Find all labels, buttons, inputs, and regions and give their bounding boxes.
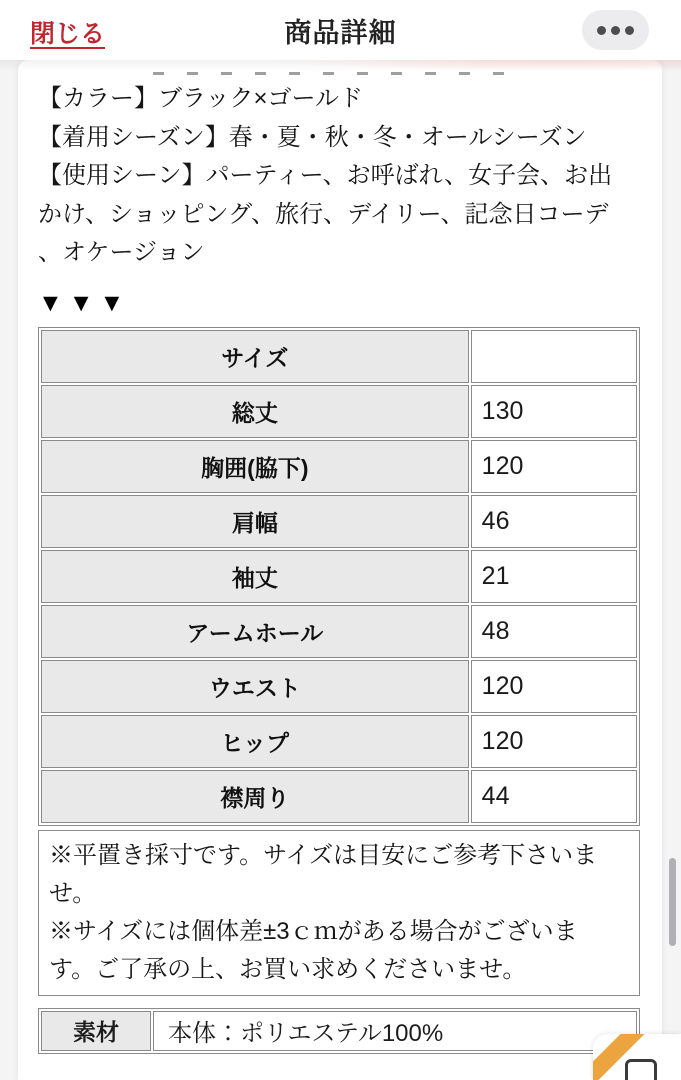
size-row-label: 襟周り	[41, 770, 469, 823]
table-row	[41, 1011, 637, 1051]
size-row-label: アームホール	[41, 605, 469, 658]
size-row-value: 21	[471, 550, 637, 603]
product-description	[38, 80, 640, 273]
table-row	[41, 605, 637, 658]
clipped-text-fragments	[153, 72, 523, 77]
size-row-label: 袖丈	[41, 550, 469, 603]
rounded-square-icon	[625, 1059, 657, 1080]
note-line: す。ご了承の上、お買い求めくださいませ。	[49, 955, 527, 983]
table-row	[41, 495, 637, 548]
description-line: かけ、ショッピング、旅行、デイリー、記念日コーデ	[38, 200, 609, 228]
size-row-value: 120	[471, 440, 637, 493]
size-row-label: 胸囲(脇下)	[41, 440, 469, 493]
table-row	[41, 385, 637, 438]
material-value: 本体：ポリエステル100%	[153, 1011, 637, 1051]
size-row-value: 130	[471, 385, 637, 438]
description-line: 【使用シーン】パーティー、お呼ばれ、女子会、お出	[38, 162, 613, 189]
table-row	[41, 440, 637, 493]
more-options-button[interactable]	[582, 10, 649, 50]
table-row	[41, 330, 637, 383]
description-line: 、オケージョン	[38, 239, 205, 266]
page-title: 商品詳細	[284, 17, 397, 48]
table-row	[41, 660, 637, 713]
scrollbar-thumb[interactable]	[669, 858, 676, 946]
table-row	[41, 715, 637, 768]
size-row-value: 120	[471, 660, 637, 713]
note-line: せ。	[49, 879, 97, 907]
ellipsis-icon	[611, 26, 620, 35]
triangle-marker: ▼▼▼	[38, 288, 131, 317]
table-row	[41, 550, 637, 603]
size-row-label: ヒップ	[41, 715, 469, 768]
table-row	[41, 770, 637, 823]
size-row-value: 48	[471, 605, 637, 658]
size-row-label: 肩幅	[41, 495, 469, 548]
size-row-label: 総丈	[41, 385, 469, 438]
size-row-value	[471, 330, 637, 383]
material-table	[38, 1008, 640, 1054]
note-line: ※サイズには個体差±3ｃｍがある場合がございま	[49, 917, 578, 945]
description-line: 【着用シーズン】春・夏・秋・冬・オールシーズン	[38, 123, 587, 151]
description-line: 【カラー】ブラック×ゴールド	[38, 85, 364, 112]
sizing-notes-box	[38, 830, 640, 996]
product-detail-card	[18, 60, 662, 1080]
size-row-value: 46	[471, 495, 637, 548]
close-button[interactable]: 閉じる	[30, 20, 106, 48]
floating-action-button[interactable]	[593, 1034, 681, 1080]
material-label: 素材	[41, 1011, 151, 1051]
size-row-value: 120	[471, 715, 637, 768]
size-spec-table	[38, 327, 640, 826]
size-row-label: サイズ	[41, 330, 469, 383]
size-row-value: 44	[471, 770, 637, 823]
top-bar	[0, 0, 681, 60]
note-line: ※平置き採寸です。サイズは目安にご参考下さいま	[49, 841, 598, 869]
ellipsis-icon	[625, 26, 634, 35]
size-row-label: ウエスト	[41, 660, 469, 713]
ellipsis-icon	[597, 26, 606, 35]
